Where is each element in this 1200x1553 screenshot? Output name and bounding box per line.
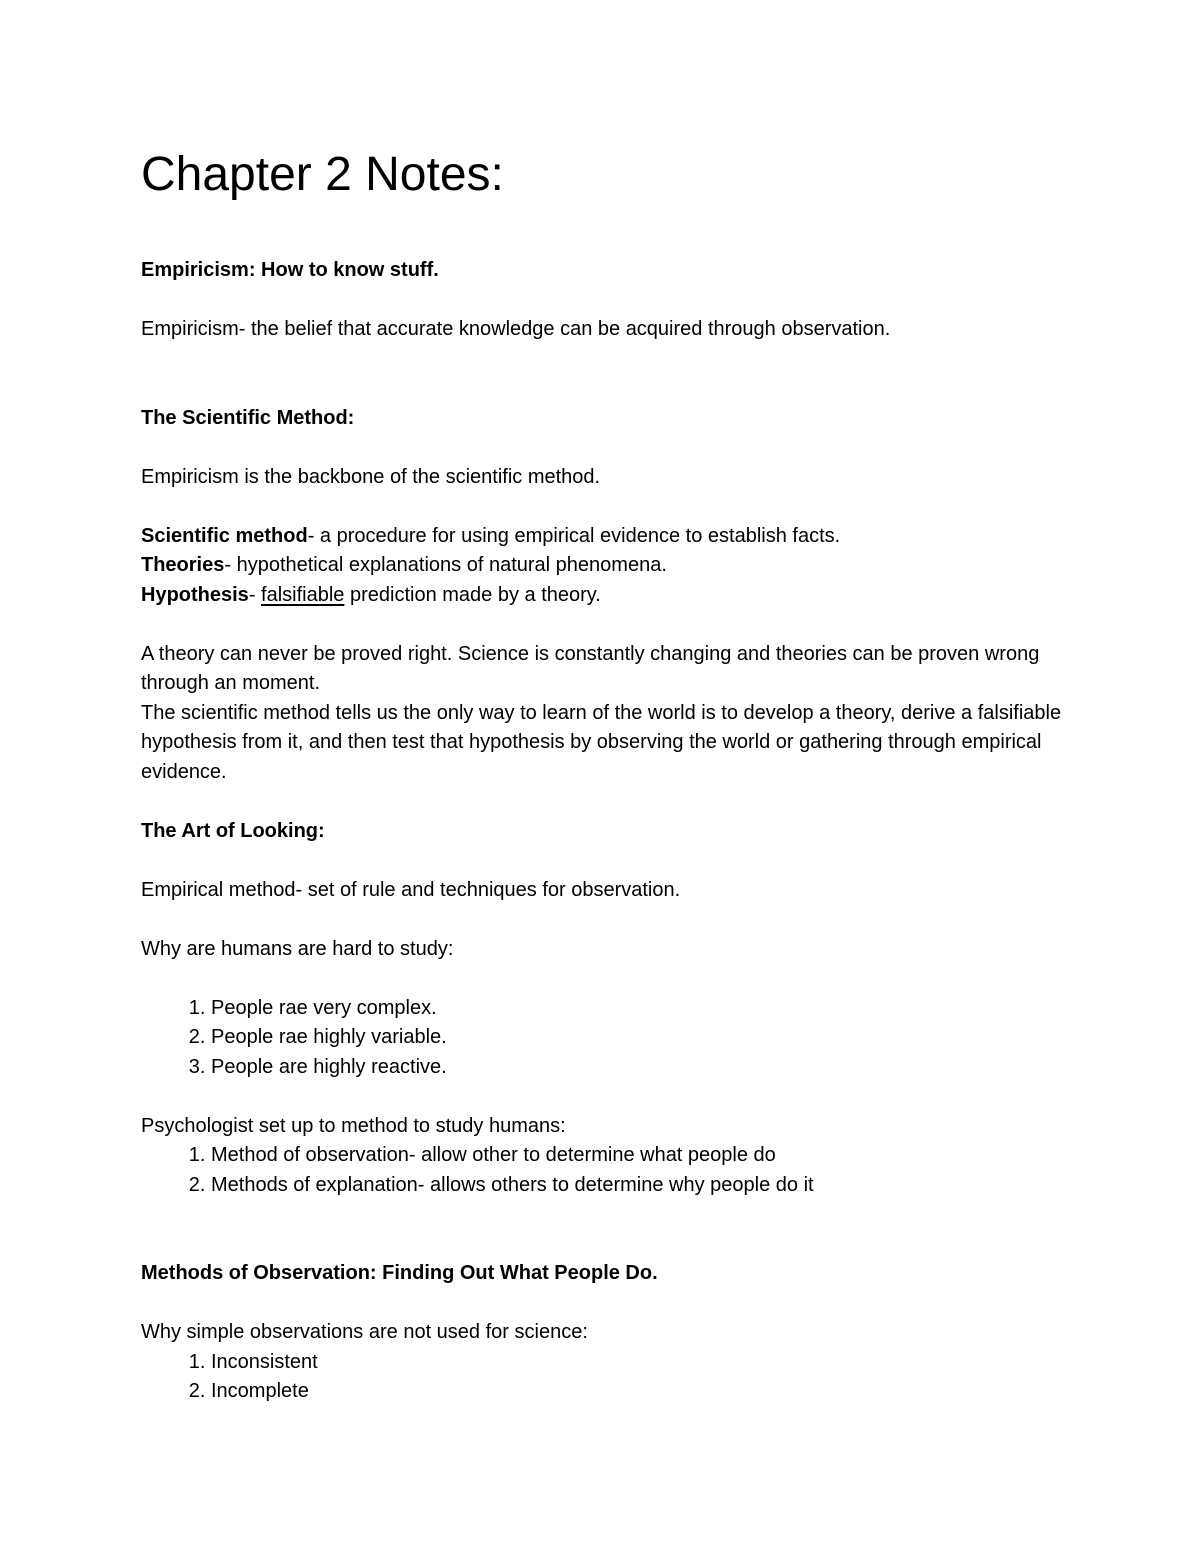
list-item: 1. Method of observation- allow other to determine what people do bbox=[211, 1141, 1071, 1171]
theory-paragraph: A theory can never be proved right. Science is constantly changing and theories can be proven wrong through an moment. bbox=[141, 642, 1040, 694]
list-item: 2. Incomplete bbox=[211, 1377, 1071, 1407]
term-label: Hypothesis bbox=[141, 583, 249, 606]
empiricism-definition: Empiricism- the belief that accurate knowledge can be acquired through observation. bbox=[141, 318, 891, 340]
term-definition: - a procedure for using empirical evidence to establish facts. bbox=[307, 524, 841, 547]
methods-intro: Psychologist set up to method to study humans: bbox=[141, 1114, 566, 1137]
document-content bbox=[141, 146, 1071, 1407]
term-definition: prediction made by a theory. bbox=[344, 583, 601, 606]
list-item: 2. Methods of explanation- allows others to determine why people do it bbox=[211, 1171, 1071, 1201]
list-item: 1. Inconsistent bbox=[211, 1348, 1071, 1378]
empirical-method-definition: Empirical method- set of rule and techniques for observation. bbox=[141, 878, 681, 901]
scientific-method-heading: The Scientific Method: bbox=[141, 406, 355, 429]
empiricism-heading: Empiricism: How to know stuff. bbox=[141, 259, 439, 281]
humans-hard-list bbox=[141, 994, 1071, 1083]
page-title: Chapter 2 Notes: bbox=[141, 148, 504, 201]
list-item: 1. People rae very complex. bbox=[211, 994, 1071, 1024]
method-paragraph: The scientific method tells us the only way to learn of the world is to develop a theory, derive a falsifiable hypothesis from it, and then test that hypothesis by observing the world or gathering through empirical evidence. bbox=[141, 701, 1062, 783]
term-underlined-word: falsifiable bbox=[261, 583, 345, 606]
term-hypothesis bbox=[141, 581, 1071, 611]
list-item: 2. People rae highly variable. bbox=[211, 1023, 1071, 1053]
humans-hard-question: Why are humans are hard to study: bbox=[141, 937, 454, 960]
term-scientific-method bbox=[141, 522, 1071, 552]
term-dash: - bbox=[248, 583, 262, 606]
simple-observations-list bbox=[141, 1348, 1071, 1407]
scientific-method-intro: Empiricism is the backbone of the scientific method. bbox=[141, 465, 601, 488]
methods-of-observation-heading: Methods of Observation: Finding Out What People Do. bbox=[141, 1262, 658, 1284]
art-of-looking-heading: The Art of Looking: bbox=[141, 819, 325, 842]
term-definition: - hypothetical explanations of natural phenomena. bbox=[224, 554, 667, 576]
term-theories bbox=[141, 551, 1071, 581]
simple-observations-question: Why simple observations are not used for science: bbox=[141, 1321, 588, 1343]
methods-list bbox=[141, 1141, 1071, 1200]
list-item: 3. People are highly reactive. bbox=[211, 1053, 1071, 1083]
term-label: Theories bbox=[141, 554, 225, 576]
term-label: Scientific method bbox=[141, 524, 308, 547]
